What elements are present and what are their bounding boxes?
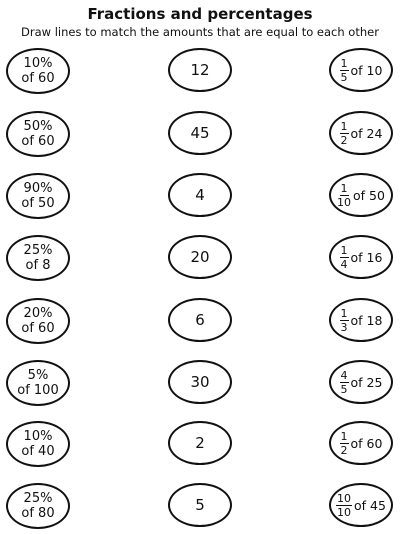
amount-value: 6: [195, 311, 205, 329]
match-row: [0, 298, 400, 346]
percentage-oval[interactable]: [6, 173, 70, 219]
percentage-base: of 8: [25, 258, 51, 273]
fraction-numerator: 1: [340, 306, 348, 320]
fraction-denominator: 10: [337, 195, 352, 209]
fraction-oval[interactable]: [329, 235, 393, 279]
fraction-denominator: 10: [337, 505, 352, 519]
fraction-oval[interactable]: [329, 360, 393, 404]
match-row: [0, 360, 400, 408]
fraction: [340, 431, 349, 456]
amount-value: 4: [195, 186, 205, 204]
amount-oval[interactable]: [168, 111, 232, 155]
fraction: [340, 370, 349, 395]
fraction-oval[interactable]: [329, 421, 393, 465]
fraction: [336, 493, 352, 518]
percentage-value: 90%: [23, 181, 53, 196]
percentage-base: of 40: [21, 444, 55, 459]
fraction: [340, 58, 349, 83]
fraction: [340, 121, 349, 146]
amount-value: 12: [190, 61, 210, 79]
percentage-value: 25%: [23, 243, 53, 258]
fraction-numerator: 1: [340, 181, 348, 195]
amount-value: 5: [195, 496, 205, 514]
match-row: [0, 173, 400, 221]
amount-value: 20: [190, 248, 210, 266]
match-row: [0, 483, 400, 531]
fraction-denominator: 5: [340, 382, 348, 396]
percentage-oval[interactable]: [6, 421, 70, 467]
fraction-base: of 18: [350, 312, 383, 328]
fraction: [340, 308, 349, 333]
fraction-base: of 50: [353, 187, 385, 203]
fraction-oval[interactable]: [329, 298, 393, 342]
fraction-numerator: 4: [340, 368, 348, 382]
fraction-numerator: 1: [340, 119, 348, 133]
amount-value: 45: [190, 124, 210, 142]
fraction-base: of 60: [350, 435, 383, 451]
amount-value: 30: [190, 373, 210, 391]
match-row: [0, 421, 400, 469]
percentage-value: 25%: [23, 491, 53, 506]
fraction-numerator: 1: [340, 243, 348, 257]
percentage-value: 20%: [23, 306, 53, 321]
fraction-denominator: 3: [340, 320, 348, 334]
amount-oval[interactable]: [168, 483, 232, 527]
fraction-numerator: 1: [340, 56, 348, 70]
match-row: [0, 111, 400, 159]
amount-oval[interactable]: [168, 298, 232, 342]
percentage-oval[interactable]: [6, 235, 70, 281]
percentage-oval[interactable]: [6, 483, 70, 529]
percentage-base: of 60: [21, 134, 55, 149]
percentage-base: of 60: [21, 71, 55, 86]
percentage-base: of 80: [21, 506, 55, 521]
percentage-oval[interactable]: [6, 111, 70, 157]
amount-oval[interactable]: [168, 360, 232, 404]
match-row: [0, 235, 400, 283]
fraction: [337, 183, 351, 208]
percentage-value: 5%: [27, 368, 49, 383]
fraction-numerator: 10: [337, 491, 352, 505]
percentage-value: 10%: [23, 56, 53, 71]
fraction-base: of 24: [350, 125, 383, 141]
fraction-oval[interactable]: [329, 111, 393, 155]
worksheet-title: Fractions and percentages: [87, 5, 313, 23]
amount-oval[interactable]: [168, 235, 232, 279]
fraction-denominator: 5: [340, 70, 348, 84]
fraction-denominator: 4: [340, 257, 348, 271]
fraction-base: of 25: [350, 374, 383, 390]
percentage-value: 50%: [23, 119, 53, 134]
fraction-denominator: 2: [340, 133, 348, 147]
percentage-value: 10%: [23, 429, 53, 444]
percentage-base: of 100: [17, 383, 59, 398]
fraction-base: of 45: [354, 497, 386, 513]
fraction-denominator: 2: [340, 443, 348, 457]
percentage-oval[interactable]: [6, 48, 70, 94]
percentage-base: of 60: [21, 321, 55, 336]
amount-value: 2: [195, 434, 205, 452]
fraction-base: of 16: [350, 249, 383, 265]
match-row: [0, 48, 400, 96]
percentage-oval[interactable]: [6, 360, 70, 406]
fraction: [340, 245, 349, 270]
percentage-oval[interactable]: [6, 298, 70, 344]
amount-oval[interactable]: [168, 421, 232, 465]
fraction-oval[interactable]: [329, 173, 393, 217]
fraction-oval[interactable]: [329, 483, 393, 527]
fraction-base: of 10: [350, 62, 383, 78]
fraction-oval[interactable]: [329, 48, 393, 92]
amount-oval[interactable]: [168, 173, 232, 217]
worksheet-instructions: Draw lines to match the amounts that are equal to each other: [21, 25, 379, 39]
percentage-base: of 50: [21, 196, 55, 211]
fraction-numerator: 1: [340, 429, 348, 443]
amount-oval[interactable]: [168, 48, 232, 92]
